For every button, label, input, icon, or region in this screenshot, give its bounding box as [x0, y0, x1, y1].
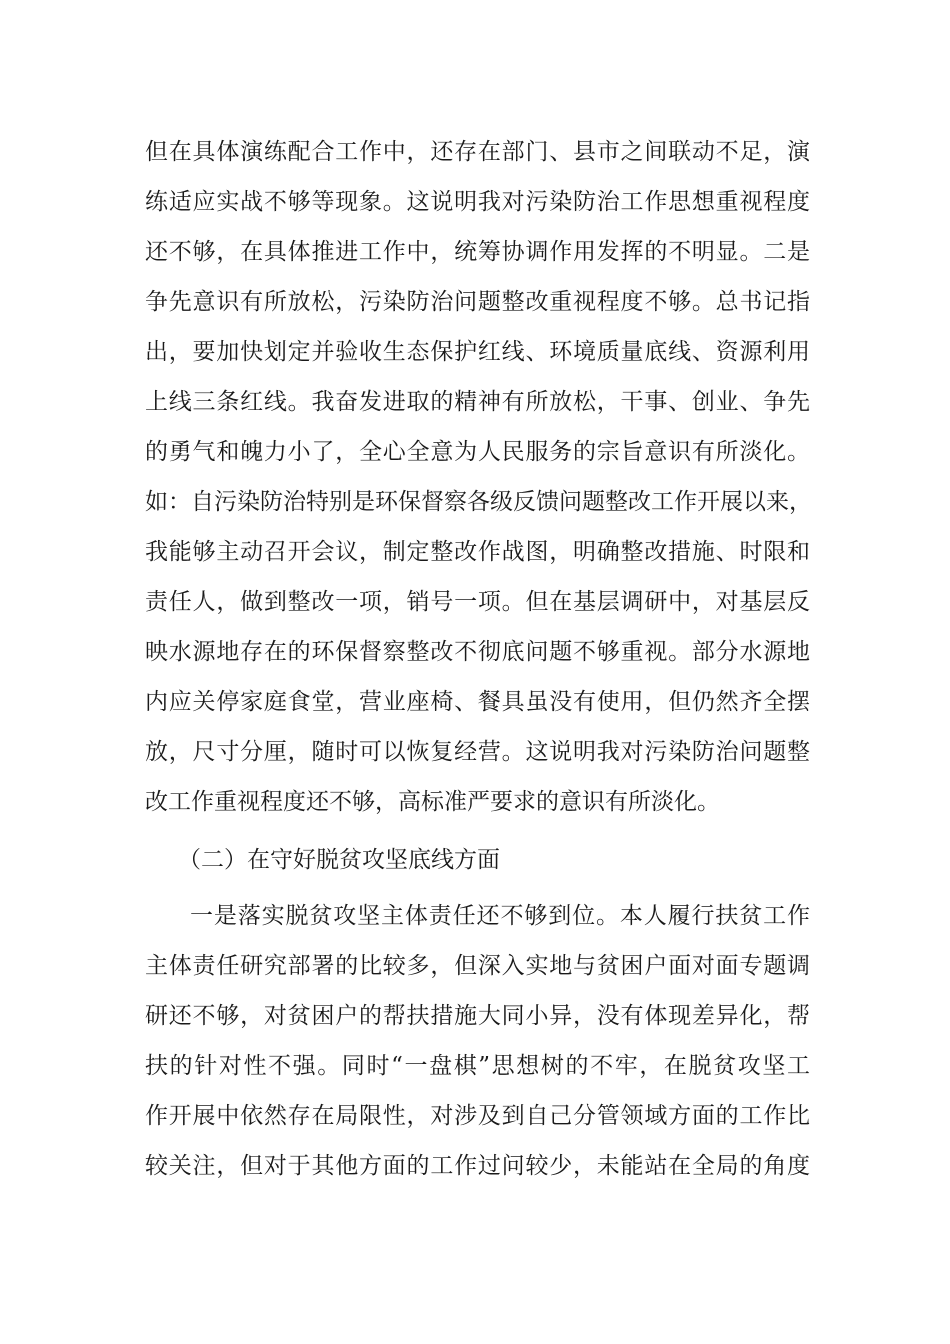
paragraph-2-line-1: 一是落实脱贫攻坚主体责任还不够到位。本人履行扶贫工作 — [190, 903, 810, 929]
paragraph-1-line-5: 出，要加快划定并验收生态保护红线、环境质量底线、资源利用 — [145, 339, 810, 365]
paragraph-1-line-1: 但在具体演练配合工作中，还存在部门、县市之间联动不足，演 — [145, 139, 810, 165]
paragraph-1-line-9: 我能够主动召开会议，制定整改作战图，明确整改措施、时限和 — [145, 539, 810, 565]
paragraph-2-line-2: 主体责任研究部署的比较多，但深入实地与贫困户面对面专题调 — [145, 953, 810, 979]
section-heading: （二）在守好脱贫攻坚底线方面 — [178, 847, 500, 873]
paragraph-1-line-4: 争先意识有所放松，污染防治问题整改重视程度不够。总书记指 — [145, 289, 810, 315]
paragraph-2-line-3: 研还不够，对贫困户的帮扶措施大同小异，没有体现差异化，帮 — [145, 1003, 810, 1029]
paragraph-1-line-2: 练适应实战不够等现象。这说明我对污染防治工作思想重视程度 — [145, 189, 810, 215]
paragraph-1-line-10: 责任人，做到整改一项，销号一项。但在基层调研中，对基层反 — [145, 589, 810, 615]
paragraph-1-line-7: 的勇气和魄力小了，全心全意为人民服务的宗旨意识有所淡化。 — [145, 439, 810, 465]
paragraph-1-line-12: 内应关停家庭食堂，营业座椅、餐具虽没有使用，但仍然齐全摆 — [145, 689, 810, 715]
paragraph-1-line-14: 改工作重视程度还不够，高标准严要求的意识有所淡化。 — [145, 789, 720, 815]
paragraph-1-line-13: 放，尺寸分厘，随时可以恢复经营。这说明我对污染防治问题整 — [145, 739, 810, 765]
paragraph-1-line-3: 还不够，在具体推进工作中，统筹协调作用发挥的不明显。二是 — [145, 239, 810, 265]
paragraph-1-line-6: 上线三条红线。我奋发进取的精神有所放松，干事、创业、争先 — [145, 389, 810, 415]
paragraph-1-line-8: 如：自污染防治特别是环保督察各级反馈问题整改工作开展以来， — [145, 489, 812, 515]
paragraph-2-line-6: 较关注，但对于其他方面的工作过问较少，未能站在全局的角度 — [145, 1153, 810, 1179]
paragraph-2-line-5: 作开展中依然存在局限性，对涉及到自己分管领域方面的工作比 — [145, 1103, 810, 1129]
paragraph-1-line-11: 映水源地存在的环保督察整改不彻底问题不够重视。部分水源地 — [145, 639, 810, 665]
paragraph-2-line-4: 扶的针对性不强。同时“一盘棋”思想树的不牢，在脱贫攻坚工 — [145, 1053, 810, 1079]
